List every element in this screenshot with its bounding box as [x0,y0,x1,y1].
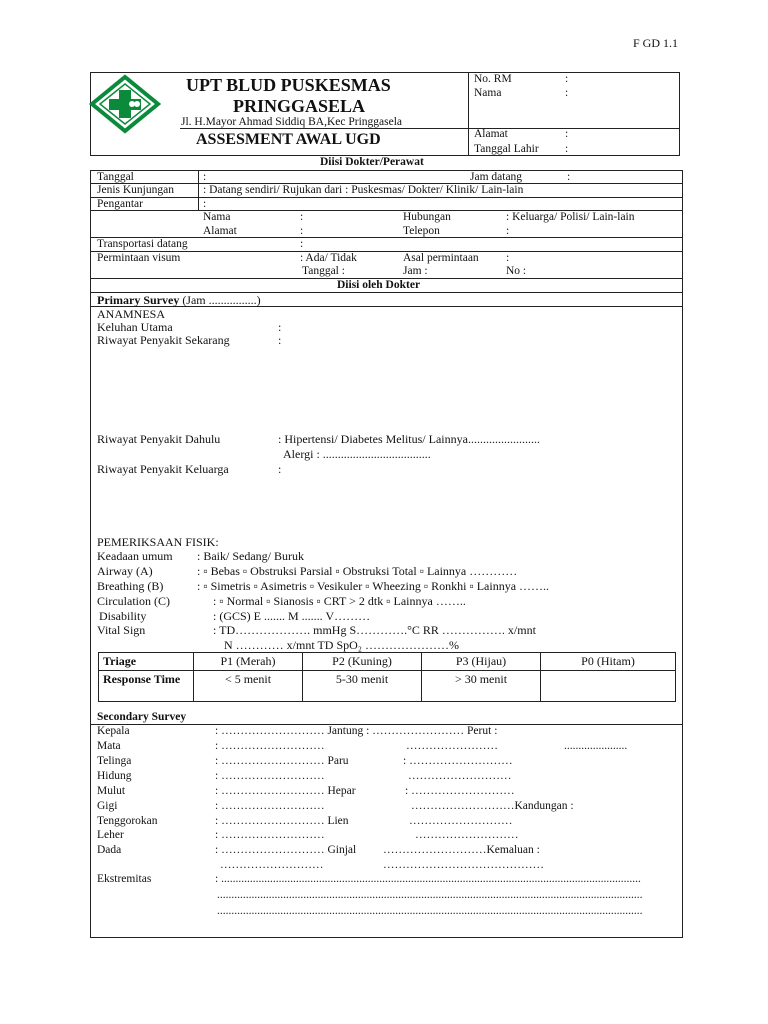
section1-title: Diisi Dokter/Perawat [320,156,424,168]
ekstremitas-line: .................................................................................................................................................... [217,889,643,901]
alergi-field: Alergi : .................................... [283,447,431,461]
form-code: F GD 1.1 [632,36,678,50]
breathing-options: : ▫ Simetris ▫ Asimetris ▫ Vesikuler ▫ Wheezing ▫ Ronkhi ▫ Lainnya …….. [197,579,550,593]
triage-header-cell: P0 (Hitam) [541,653,676,671]
secondary-row-label: Gigi [97,800,118,812]
triage-header-cell: P3 (Hijau) [422,653,541,671]
triage-cell [541,671,676,702]
secondary-row-field: ……………………… [408,770,512,782]
form-title: ASSESMENT AWAL UGD [196,131,381,148]
jam-datang-label: Jam datang [470,171,523,183]
vital-sign-line1: : TD………………. mmHg S………….°C RR ……………. x/mnt [213,623,536,637]
rps-label: Riwayat Penyakit Sekarang [97,333,230,347]
disability-value: : (GCS) E ....... M ....... V……… [213,609,371,623]
section2-title: Diisi oleh Dokter [337,279,421,291]
vital-sign-label: Vital Sign [97,623,146,637]
secondary-row-field: ……………………… [409,815,513,827]
secondary-row-label: Hidung [97,770,132,782]
pengantar-nama-label: Nama [203,211,231,223]
secondary-row-field: : ……………………… [215,770,325,782]
triage-header-cell: P2 (Kuning) [303,653,422,671]
keadaan-umum-value: : Baik/ Sedang/ Buruk [197,549,304,563]
secondary-row-field: : ……………………… [405,785,515,797]
anamnesa-heading: ANAMNESA [97,307,166,321]
ekstremitas-line: : .................................................................................................................................................. [215,873,641,885]
secondary-row-field: ...................... [564,740,628,752]
pengantar-label: Pengantar [97,198,143,210]
tanggal-label: Tanggal [97,171,134,183]
secondary-row-field: : ……………………… [215,800,325,812]
airway-label: Airway (A) [97,564,153,578]
secondary-row-label: Tenggorokan [97,815,158,827]
org-name-line2: PRINGGASELA [233,96,366,116]
secondary-row-label: Leher [97,829,124,841]
pengantar-alamat-label: Alamat [203,225,237,237]
triage-cell: < 5 menit [194,671,303,702]
circulation-options: : ▫ Normal ▫ Sianosis ▫ CRT > 2 dtk ▫ Lainnya …….. [213,594,466,608]
triage-header-row [99,653,676,671]
rpd-label: Riwayat Penyakit Dahulu [97,432,221,446]
airway-options: : ▫ Bebas ▫ Obstruksi Parsial ▫ Obstruksi Total ▫ Lainnya ………… [197,564,518,578]
secondary-row-field: : ……………………… [403,755,513,767]
secondary-row-label: Dada [97,844,122,856]
visum-jam-label: Jam : [403,265,428,277]
secondary-row-field: : ……………………… [215,829,325,841]
hubungan-value: : Keluarga/ Polisi/ Lain-lain [506,211,635,223]
response-time-label: Response Time [99,671,194,702]
secondary-row-field: ……………………… [415,829,519,841]
secondary-row-label: Mata [97,740,121,752]
permintaan-visum-label: Permintaan visum [97,252,181,264]
keluhan-utama-label: Keluhan Utama [97,320,173,334]
triage-cell: 5-30 menit [303,671,422,702]
no-rm-label: No. RM [474,73,512,85]
rpk-label: Riwayat Penyakit Keluarga [97,462,229,476]
jenis-kunjungan-label: Jenis Kunjungan [97,184,174,196]
secondary-row-field: ………………………Kemaluan : [383,844,540,856]
secondary-row-field: …………………………………… [383,859,544,871]
jenis-kunjungan-value: : Datang sendiri/ Rujukan dari : Puskesmas/ Dokter/ Klinik/ Lain-lain [203,184,524,196]
secondary-row-field: : ……………………… Lien [215,815,349,827]
alamat-label: Alamat [474,128,508,140]
ekstremitas-line: .................................................................................................................................................... [217,905,643,917]
secondary-row-label: Telinga [97,755,132,767]
triage-header-cell: P1 (Merah) [194,653,303,671]
rpd-value: : Hipertensi/ Diabetes Melitus/ Lainnya........................ [278,432,540,446]
vital-sign-line2: N ………… x/mnt TD SpO₂ …………………% [224,638,459,652]
secondary-survey-heading: Secondary Survey [97,711,187,723]
visum-tanggal-label: Tanggal : [302,265,345,277]
secondary-row-field: : ……………………… Jantung : …………………… Perut : [215,725,498,737]
secondary-row-field: : ……………………… Ginjal [215,844,357,856]
circulation-label: Circulation (C) [97,594,170,608]
disability-label: Disability [99,609,147,623]
transportasi-label: Transportasi datang [97,238,188,250]
visum-value: : Ada/ Tidak [300,252,357,264]
secondary-row-field: ………………………Kandungan : [411,800,574,812]
triage-header-cell: Triage [99,653,194,671]
hubungan-label: Hubungan [403,211,451,223]
secondary-row-field: : ……………………… Paru [215,755,349,767]
triage-response-row [99,671,676,702]
pemeriksaan-fisik-heading: PEMERIKSAAN FISIK: [97,535,219,549]
visum-no-label: No : [506,265,527,277]
secondary-row-field: ……………………… [220,859,324,871]
secondary-row-label: Mulut [97,785,126,797]
secondary-row-field: : ……………………… [215,740,325,752]
secondary-row-field: …………………… [406,740,498,752]
puskesmas-logo-icon [88,74,162,134]
asal-permintaan-label: Asal permintaan [403,252,479,264]
triage-cell: > 30 menit [422,671,541,702]
secondary-row-field: : ……………………… Hepar [215,785,356,797]
org-name-line1: UPT BLUD PUSKESMAS [186,75,391,95]
primary-survey-heading: Primary Survey (Jam ................) [97,293,261,307]
triage-table [98,652,676,702]
nama-label: Nama [474,87,502,99]
breathing-label: Breathing (B) [97,579,164,593]
secondary-row-label: Kepala [97,725,130,737]
telepon-label: Telepon [403,225,440,237]
keadaan-umum-label: Keadaan umum [97,549,173,563]
tanggal-lahir-label: Tanggal Lahir [474,143,539,155]
org-address: Jl. H.Mayor Ahmad Siddiq BA,Kec Pringgasela [181,116,403,128]
ekstremitas-label: Ekstremitas [97,873,152,885]
